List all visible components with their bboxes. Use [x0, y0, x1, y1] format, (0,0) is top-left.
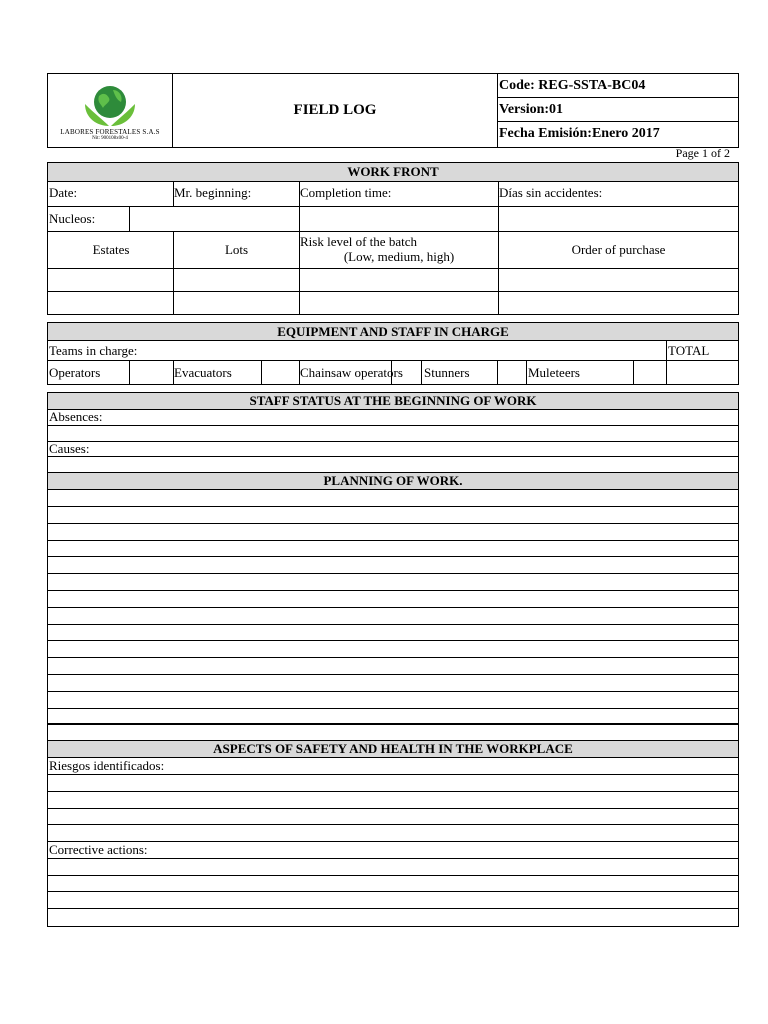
risks-identified-label: Riesgos identificados: — [49, 758, 165, 773]
form-code: Code: REG-SSTA-BC04 — [498, 74, 738, 98]
planning-line[interactable] — [48, 675, 738, 692]
company-logo-icon — [81, 82, 139, 130]
operators-label: Operators — [49, 365, 101, 380]
absences-label: Absences: — [49, 409, 103, 424]
planning-line[interactable] — [48, 625, 738, 641]
days-no-accidents-label: Días sin accidentes: — [499, 185, 603, 200]
planning-line[interactable] — [48, 541, 738, 557]
causes-row[interactable] — [48, 442, 738, 457]
logo-nit: Nit: 900108x00-4 — [92, 136, 128, 141]
planning-line[interactable] — [48, 641, 738, 658]
evacuators-label: Evacuators — [174, 365, 232, 380]
logo-cell — [48, 74, 173, 147]
risk-level-options: (Low, medium, high) — [343, 249, 455, 264]
safety-heading: ASPECTS OF SAFETY AND HEALTH IN THE WORKPLACE — [48, 741, 738, 758]
corrective-row[interactable] — [48, 842, 738, 859]
muleteers-label: Muleteers — [528, 365, 580, 380]
corrective-entry-line[interactable] — [48, 892, 738, 909]
absences-row[interactable] — [48, 410, 738, 426]
corrective-entry-line[interactable] — [48, 876, 738, 892]
staff-status-section — [47, 392, 739, 724]
risk-level-label: Risk level of the batch — [300, 234, 417, 249]
risks-row[interactable] — [48, 758, 738, 775]
planning-line[interactable] — [48, 658, 738, 675]
safety-section — [47, 724, 739, 927]
risks-entry-line[interactable] — [48, 792, 738, 809]
corrective-entry-line[interactable] — [48, 859, 738, 876]
order-of-purchase-label: Order of purchase — [571, 242, 666, 257]
causes-entry-row[interactable] — [48, 457, 738, 473]
work-front-heading: WORK FRONT — [48, 163, 738, 182]
estates-entry-row[interactable] — [48, 269, 738, 292]
planning-line[interactable] — [48, 507, 738, 524]
nucleos-label: Nucleos: — [49, 211, 96, 226]
teams-row — [48, 341, 738, 361]
estates-entry-row[interactable] — [48, 292, 738, 315]
planning-line[interactable] — [48, 574, 738, 591]
risks-entry-line[interactable] — [48, 809, 738, 825]
logo-company-name: LABORES FORESTALES S.A.S — [60, 128, 160, 136]
form-issue-date: Fecha Emisión:Enero 2017 — [499, 126, 660, 141]
date-row — [48, 182, 738, 207]
planning-line[interactable] — [48, 591, 738, 608]
stunners-label: Stunners — [424, 365, 470, 380]
staff-roles-row — [48, 361, 738, 385]
date-label: Date: — [49, 185, 78, 200]
equipment-heading: EQUIPMENT AND STAFF IN CHARGE — [48, 323, 738, 341]
planning-line[interactable] — [48, 557, 738, 574]
estates-label: Estates — [92, 242, 130, 257]
corrective-actions-label: Corrective actions: — [49, 842, 148, 857]
planning-line[interactable] — [48, 524, 738, 541]
risks-entry-line[interactable] — [48, 825, 738, 842]
planning-line[interactable] — [48, 490, 738, 507]
page-number: Page 1 of 2 — [675, 146, 730, 160]
work-front-section — [47, 162, 739, 315]
planning-line[interactable] — [48, 709, 738, 724]
planning-heading: PLANNING OF WORK. — [48, 473, 738, 490]
planning-line[interactable] — [48, 692, 738, 709]
total-label: TOTAL — [668, 343, 710, 358]
nucleos-row — [48, 207, 738, 232]
completion-time-label: Completion time: — [300, 185, 392, 200]
equipment-section — [47, 322, 739, 385]
risks-entry-line[interactable] — [48, 775, 738, 792]
lots-label: Lots — [224, 242, 249, 257]
staff-status-heading: STAFF STATUS AT THE BEGINNING OF WORK — [48, 393, 738, 410]
causes-label: Causes: — [49, 441, 90, 456]
chainsaw-operators-label: Chainsaw operators — [300, 365, 403, 380]
form-title: FIELD LOG — [173, 74, 498, 147]
corrective-entry-line[interactable] — [48, 909, 738, 926]
teams-in-charge-label: Teams in charge: — [49, 343, 138, 358]
estates-header-row — [48, 232, 738, 269]
mr-beginning-label: Mr. beginning: — [174, 185, 252, 200]
form-header — [47, 73, 739, 148]
planning-line[interactable] — [48, 608, 738, 625]
absences-entry-row[interactable] — [48, 426, 738, 442]
safety-spacer-row — [48, 725, 738, 741]
form-version: Version:01 — [498, 98, 738, 122]
